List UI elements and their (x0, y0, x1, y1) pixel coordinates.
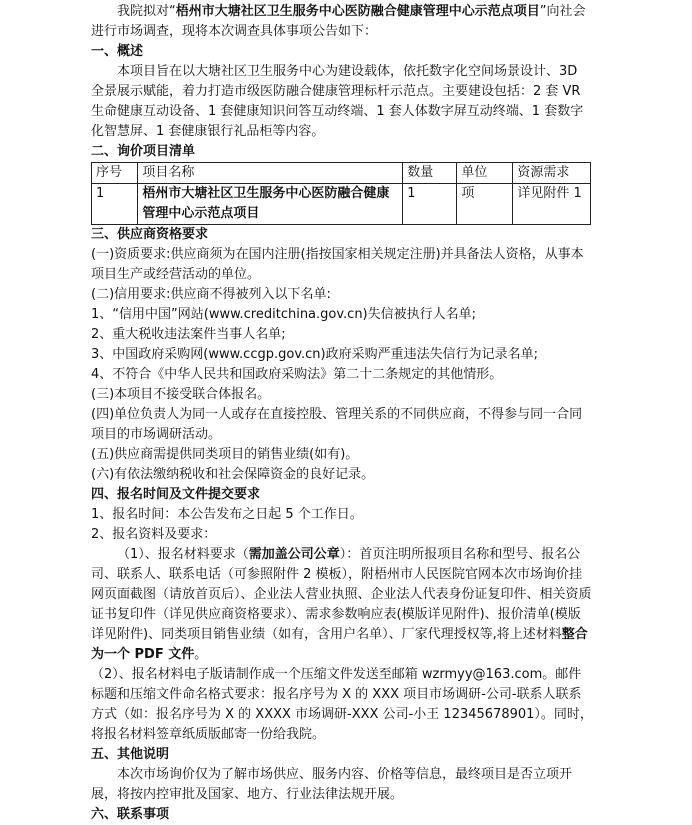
section1-body: 本项目旨在以大塘社区卫生服务中心为建设载体，依托数字化空间场景设计、3D 全景展示赋能，着力打造市级医防融合健康管理标杆示范点。主要建设包括：2 套 VR 生命健康互动设备、1 套健康知识问答互动终端、1 套人体数字屏互动终端、1 套数字化智慧屏、1 套健康银行礼品柜等内容。 (91, 64, 584, 139)
sub1-text-a: （1）、报名材料要求（ (117, 547, 249, 562)
intro-part1: 我院拟对“ (117, 4, 176, 19)
section3-item: 4、不符合《中华人民共和国政府采购法》第二十二条规定的其他情形。 (91, 367, 503, 382)
section3-item: (二)信用要求:供应商不得被列入以下名单: (91, 287, 331, 302)
table-cell: 项 (457, 184, 513, 225)
table-header-cell: 资源需求 (513, 163, 591, 184)
sub1-text-c: 。 (194, 647, 208, 662)
section4-item1: 1、报名时间：本公告发布之日起 5 个工作日。 (91, 507, 363, 522)
sub1-seal-note: 需加盖公司公章 (248, 547, 340, 562)
section4-item2: 2、报名资料及要求： (91, 527, 217, 542)
table-header-cell: 序号 (92, 163, 138, 184)
notice-document (91, 0, 593, 825)
table-cell: 梧州市大塘社区卫生服务中心医防融合健康管理中心示范点项目 (138, 184, 403, 225)
section3-item: (三)本项目不接受联合体报名。 (91, 387, 271, 402)
section4-sub1 (91, 545, 593, 665)
table-header-row (92, 163, 591, 184)
section5-body: 本次市场询价仅为了解市场供应、服务内容、价格等信息，最终项目是否立项开展，将按内控审批及国家、地方、行业法律法规开展。 (91, 767, 573, 802)
section6-heading: 六、联系事项 (91, 807, 170, 822)
inquiry-table (91, 162, 591, 225)
sub1-pdf-note: 整合为一个 PDF 文件 (91, 627, 588, 662)
table-cell: 1 (403, 184, 457, 225)
table-header-cell: 项目名称 (138, 163, 403, 184)
section4-heading: 四、报名时间及文件提交要求 (91, 487, 261, 502)
section3-item: 1、“信用中国”网站(www.creditchina.gov.cn)失信被执行人名单; (91, 307, 477, 322)
table-cell: 1 (92, 184, 138, 225)
sub1-text-b: ）：首页注明所报项目名称和型号、报名公司、联系人、联系电话（可参照附件 2 模板），附梧州市人民医院官网本次市场询价挂网页面截图（请放首页后）、企业法人营业执照、企业法人代表身份证复印件、相关资质证书复印件（详见供应商资格要求）、需求参数响应表(模版详见附件)、报价清单(模版详见附件)、同类项目销售业绩（如有，含用户名单）、厂家代理授权等,将上述材料 (91, 547, 592, 642)
intro-paragraph (91, 2, 593, 42)
table-header-cell: 数量 (403, 163, 457, 184)
section2-heading: 二、询价项目清单 (91, 144, 196, 159)
section3-item: (四)单位负责人为同一人或存在直接控股、管理关系的不同供应商，不得参与同一合同项目的市场调研活动。 (91, 407, 583, 442)
table-cell: 详见附件 1 (513, 184, 591, 225)
section3-item: 2、重大税收违法案件当事人名单; (91, 327, 286, 342)
section4-sub2: （2）、报名材料电子版请制作成一个压缩文件发送至邮箱 wzrmyy@163.com。邮件标题和压缩文件命名格式要求：报名序号为 X 的 XXX 项目市场调研-公司-联系人联系方式（如：报名序号为 X 的 XXXX 市场调研-XXX 公司-小王 12345678901）。同时，将报名材料签章纸质版邮寄一份给我院。 (91, 667, 593, 742)
section3-item: (一)资质要求:供应商须为在国内注册(指按国家相关规定注册)并具备法人资格，从事本项目生产或经营活动的单位。 (91, 247, 584, 282)
table-header-cell: 单位 (457, 163, 513, 184)
table-row (92, 184, 591, 225)
section1-heading: 一、概述 (91, 44, 144, 59)
intro-part2: ”向社会进行市场调查，现将本次调查具体事项公告如下： (91, 4, 586, 39)
section3-item: (六)有依法缴纳税收和社会保障资金的良好记录。 (91, 467, 375, 482)
section3-item: (五)供应商需提供同类项目的销售业绩(如有)。 (91, 447, 359, 462)
section3-heading: 三、供应商资格要求 (91, 227, 209, 242)
section5-heading: 五、其他说明 (91, 747, 170, 762)
section3-item: 3、中国政府采购网(www.ccgp.gov.cn)政府采购严重违法失信行为记录名单; (91, 347, 538, 362)
intro-project-name: 梧州市大塘社区卫生服务中心医防融合健康管理中心示范点项目 (175, 4, 540, 19)
